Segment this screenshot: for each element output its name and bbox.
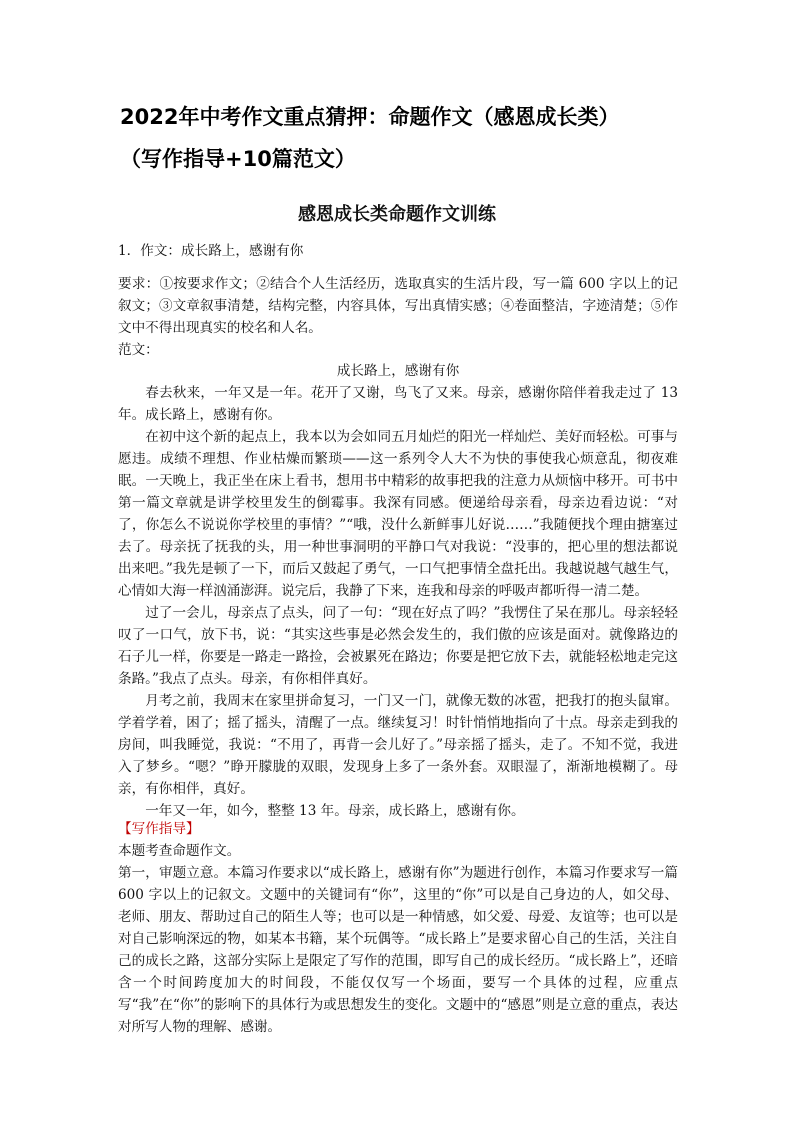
essay-title: 成长路上，感谢有你 [336, 363, 460, 379]
requirements-text: 要求：①按要求作文；②结合个人生活经历，选取真实的生活片段，写一篇 600 字以上的记叙文；③文章叙事清楚，结构完整，内容具体，写出真情实感；④卷面整洁，字迹清楚；⑤作文中不得出现真实的校名和人名。 [118, 276, 678, 336]
sample-essay [118, 360, 678, 822]
essay-paragraph: 月考之前，我周末在家里拼命复习，一门又一门，就像无数的冰雹，把我打的抱头鼠窜。学着学着，困了；摇了摇头，清醒了一点。继续复习！时针悄悄地指向了十点。母亲走到我的房间，叫我睡觉，我说：“不用了，再背一会儿好了。”母亲摇了摇头，走了。不知不觉，我进入了梦乡。“嗯？”睁开朦胧的双眼，发现身上多了一条外套。双眼湿了，渐渐地模糊了。母亲，有你相伴，真好。 [118, 693, 678, 797]
guide-paragraph: 本题考查命题作文。 [118, 843, 241, 859]
section-title: 感恩成长类命题作文训练 [298, 204, 496, 225]
requirements [118, 273, 678, 361]
writing-guide [118, 818, 678, 1038]
essay-paragraph: 在初中这个新的起点上，我本以为会如同五月灿烂的阳光一样灿烂、美好而轻松。可事与愿违。成绩不理想、作业枯燥而繁琐——这一系列令人大不为快的事使我心烦意乱，彻夜难眠。一天晚上，我正坐在床上看书，想用书中精彩的故事把我的注意力从烦恼中移开。可书中第一篇文章就是讲学校里发生的倒霉事。我深有同感。便递给母亲看，母亲边看边说：“对了，你怎么不说说你学校里的事情？”“哦，没什么新鲜事儿好说……”我随便找个理由搪塞过去了。母亲抚了抚我的头，用一种世事洞明的平静口气对我说：“没事的，把心里的想法都说出来吧。”我先是顿了一下，而后又鼓起了勇气，一口气把事情全盘托出。我越说越气越生气，心情如大海一样汹涌澎湃。说完后，我静了下来，连我和母亲的呼吸声都听得一清二楚。 [118, 429, 678, 599]
document-title-line-1: 2022年中考作文重点猜押：命题作文（感恩成长类） [120, 105, 620, 129]
question [118, 240, 678, 262]
guide-paragraph: 第一，审题立意。本篇习作要求以“成长路上，感谢有你”为题进行创作，本篇习作要求写一篇 600 字以上的记叙文。文题中的关键词有“你”，这里的“你”可以是自己身边的人，如父母、老师、朋友、帮助过自己的陌生人等；也可以是一种情感，如父爱、母爱、友谊等；也可以是对自己影响深远的物，如某本书籍，某个玩偶等。“成长路上”是要求留心自己的生活，关注自己的成长之路，这部分实际上是限定了写作的范围，即写自己的成长经历。“成长路上”，还暗含一个时间跨度加大的时间段，不能仅仅写一个场面，要写一个具体的过程，应重点写“我”在“你”的影响下的具体行为或思想发生的变化。文题中的“感恩”则是立意的重点，表达对所写人物的理解、感谢。 [118, 865, 678, 1035]
essay-paragraph: 过了一会儿，母亲点了点头，问了一句：“现在好点了吗？”我愣住了呆在那儿。母亲轻轻叹了一口气，放下书，说：“其实这些事是必然会发生的，我们傲的应该是面对。就像路边的石子儿一样，你要是一路走一路捡，会被累死在路边；你要是把它放下去，就能轻松地走完这条路。”我点了点头。母亲，有你相伴真好。 [118, 605, 678, 687]
question-text: 1．作文：成长路上，感谢有你 [118, 243, 304, 259]
essay-label: 范文： [118, 342, 159, 358]
guide-heading: 【写作指导】 [118, 821, 200, 837]
document-title-line-2: （写作指导+10篇范文） [120, 147, 356, 171]
essay-paragraph: 一年又一年，如今，整整 13 年。母亲，成长路上，感谢有你。 [145, 803, 525, 819]
essay-paragraph: 春去秋来，一年又是一年。花开了又谢，鸟飞了又来。母亲，感谢你陪伴着我走过了 13 年。成长路上，感谢有你。 [118, 385, 678, 423]
